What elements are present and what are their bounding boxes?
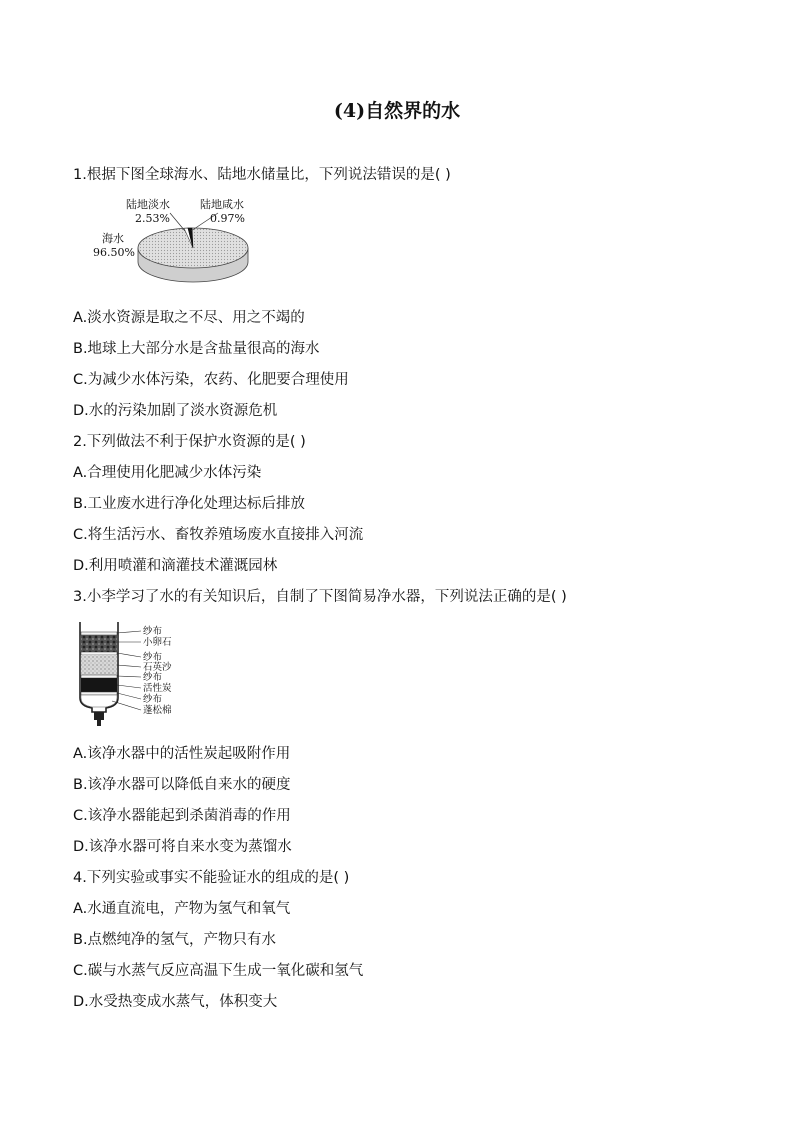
question-1-stem: 1.根据下图全球海水、陆地水储量比，下列说法错误的是( ) xyxy=(73,167,451,183)
outlet-nozzle xyxy=(94,712,104,720)
label-sea-water-pct: 96.50% xyxy=(93,246,135,259)
label-gauze-3: 纱布 xyxy=(143,672,163,683)
q2-option-c: C.将生活污水、畜牧养殖场废水直接排入河流 xyxy=(73,527,364,543)
q2-option-d: D.利用喷灌和滴灌技术灌溉园林 xyxy=(73,558,278,574)
q1-option-c: C.为减少水体污染，农药、化肥要合理使用 xyxy=(73,372,349,388)
label-activated-carbon: 活性炭 xyxy=(143,683,172,694)
layer-pebbles xyxy=(81,635,117,652)
q2-option-b: B.工业废水进行净化处理达标后排放 xyxy=(73,496,306,512)
outlet-tip xyxy=(97,720,101,726)
label-land-salt-water: 陆地咸水 xyxy=(200,198,244,211)
q4-option-c: C.碳与水蒸气反应高温下生成一氧化碳和氢气 xyxy=(73,963,364,979)
q3-option-c: C.该净水器能起到杀菌消毒的作用 xyxy=(73,808,291,824)
layer-gauze-2 xyxy=(81,652,117,655)
water-filter-diagram xyxy=(76,620,206,730)
q4-option-d: D.水受热变成水蒸气，体积变大 xyxy=(73,994,278,1010)
page-title: (4)自然界的水 xyxy=(333,100,461,122)
layer-cotton xyxy=(81,695,117,707)
question-4-stem: 4.下列实验或事实不能验证水的组成的是( ) xyxy=(73,870,350,886)
layer-gauze-3 xyxy=(81,675,117,678)
label-sea-water: 海水 xyxy=(102,232,124,245)
layer-gauze-1 xyxy=(81,632,117,635)
label-pebbles: 小卵石 xyxy=(143,637,172,648)
q3-option-b: B.该净水器可以降低自来水的硬度 xyxy=(73,777,291,793)
q3-option-a: A.该净水器中的活性炭起吸附作用 xyxy=(73,746,291,762)
layer-gauze-4 xyxy=(81,692,117,695)
question-2-stem: 2.下列做法不利于保护水资源的是( ) xyxy=(73,434,306,450)
layer-activated-carbon xyxy=(81,678,117,692)
label-land-fresh-water-pct: 2.53% xyxy=(135,212,170,225)
label-cotton: 蓬松棉 xyxy=(143,705,172,716)
q4-option-b: B.点燃纯净的氢气，产物只有水 xyxy=(73,932,277,948)
q1-option-b: B.地球上大部分水是含盐量很高的海水 xyxy=(73,341,320,357)
water-distribution-pie-chart xyxy=(88,195,263,290)
label-gauze-2: 纱布 xyxy=(143,652,163,663)
label-land-salt-water-pct: 0.97% xyxy=(210,212,245,225)
layer-quartz-sand xyxy=(81,655,117,675)
q4-option-a: A.水通直流电，产物为氢气和氧气 xyxy=(73,901,291,917)
q2-option-a: A.合理使用化肥减少水体污染 xyxy=(73,465,262,481)
label-gauze-1: 纱布 xyxy=(143,626,163,637)
q3-option-d: D.该净水器可将自来水变为蒸馏水 xyxy=(73,839,292,855)
leader-line-fresh xyxy=(170,213,185,231)
label-land-fresh-water: 陆地淡水 xyxy=(126,198,170,211)
label-quartz-sand: 石英沙 xyxy=(143,662,172,673)
q1-option-a: A.淡水资源是取之不尽、用之不竭的 xyxy=(73,310,305,326)
question-3-stem: 3.小李学习了水的有关知识后，自制了下图简易净水器，下列说法正确的是( ) xyxy=(73,589,567,605)
q1-option-d: D.水的污染加剧了淡水资源危机 xyxy=(73,403,278,419)
label-gauze-4: 纱布 xyxy=(143,694,163,705)
